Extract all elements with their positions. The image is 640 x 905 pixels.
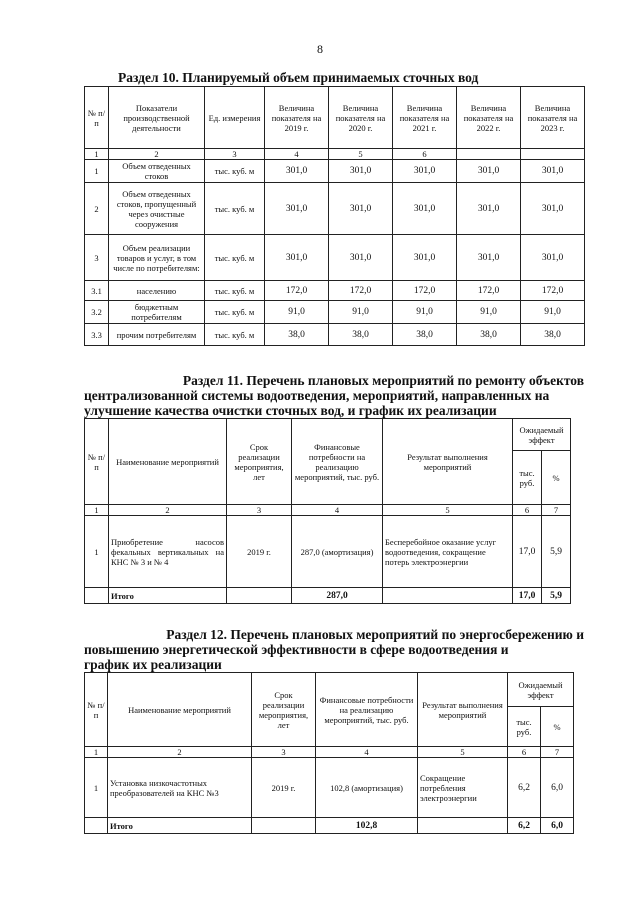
value-cell: 301,0: [521, 235, 585, 281]
section-11-title-line: централизованной системы водоотведения, мероприятий, направленных на: [84, 388, 550, 403]
header-cell: Величина показателя на 2022 г.: [457, 87, 521, 149]
value-cell: 301,0: [457, 183, 521, 235]
index-cell: 6: [513, 505, 542, 516]
total-label: Итого: [108, 818, 252, 834]
value-cell: 172,0: [521, 281, 585, 301]
unit-cell: тыс. куб. м: [205, 160, 265, 183]
header-cell: Срок реализации мероприятия, лет: [227, 419, 292, 505]
index-cell: 2: [109, 505, 227, 516]
table-row: [85, 235, 585, 281]
header-cell: Срок реализации мероприятия, лет: [252, 673, 316, 747]
value-cell: 172,0: [329, 281, 393, 301]
value-cell: 91,0: [457, 301, 521, 324]
index-cell: [521, 149, 585, 160]
index-cell: 4: [265, 149, 329, 160]
table-header-row: [85, 673, 574, 707]
section-12-title-line: повышению энергетической эффективности в сфере водоотведения и: [84, 642, 509, 657]
total-finance: 102,8: [316, 818, 418, 834]
header-cell: Результат выполнения мероприятий: [418, 673, 508, 747]
section-12-title-line: график их реализации: [84, 657, 222, 672]
value-cell: 301,0: [457, 235, 521, 281]
unit-cell: тыс. куб. м: [205, 301, 265, 324]
value-cell: 301,0: [393, 183, 457, 235]
value-cell: 38,0: [521, 324, 585, 346]
index-cell: 2: [109, 149, 205, 160]
header-cell: Наименование мероприятий: [108, 673, 252, 747]
header-cell: тыс. руб.: [513, 451, 542, 505]
value-cell: 38,0: [457, 324, 521, 346]
section-12-table: [84, 672, 574, 834]
value-cell: 301,0: [521, 183, 585, 235]
index-row: [85, 747, 574, 758]
row-number: 1: [85, 516, 109, 588]
section-10-table: [84, 86, 585, 346]
unit-cell: тыс. куб. м: [205, 235, 265, 281]
index-cell: 4: [292, 505, 383, 516]
value-cell: 172,0: [393, 281, 457, 301]
total-effect-pct: 6,0: [541, 818, 574, 834]
value-cell: 301,0: [265, 183, 329, 235]
header-cell: Наименование мероприятий: [109, 419, 227, 505]
value-cell: 301,0: [265, 235, 329, 281]
row-number: 3.3: [85, 324, 109, 346]
row-number: 3.2: [85, 301, 109, 324]
index-cell: 1: [85, 149, 109, 160]
total-row: [85, 588, 571, 604]
value-cell: 301,0: [265, 160, 329, 183]
term-cell: 2019 г.: [252, 758, 316, 818]
section-11-title-line: Раздел 11. Перечень плановых мероприятий по ремонту объектов: [182, 373, 584, 388]
table-row: [85, 281, 585, 301]
index-cell: 6: [393, 149, 457, 160]
value-cell: 38,0: [265, 324, 329, 346]
index-cell: 1: [85, 505, 109, 516]
header-cell: %: [542, 451, 571, 505]
table-row: [85, 160, 585, 183]
index-cell: 5: [383, 505, 513, 516]
value-cell: 91,0: [265, 301, 329, 324]
header-cell: Ед. измерения: [205, 87, 265, 149]
measure-name: Установка низкочастотных преобразователей на КНС №3: [108, 758, 252, 818]
table-row: [85, 301, 585, 324]
header-cell: Финансовые потребности на реализацию мероприятий, тыс. руб.: [316, 673, 418, 747]
row-number: 3.1: [85, 281, 109, 301]
table-row: [85, 183, 585, 235]
section-12-title: [84, 627, 584, 672]
indicator-name: Объем отведенных стоков, пропущенный через очистные сооружения: [109, 183, 205, 235]
index-cell: 4: [316, 747, 418, 758]
row-number: 2: [85, 183, 109, 235]
header-cell: Величина показателя на 2020 г.: [329, 87, 393, 149]
value-cell: 301,0: [457, 160, 521, 183]
value-cell: 301,0: [329, 183, 393, 235]
effect-pct-cell: 5,9: [542, 516, 571, 588]
finance-cell: 102,8 (амортизация): [316, 758, 418, 818]
index-cell: 7: [542, 505, 571, 516]
total-finance: 287,0: [292, 588, 383, 604]
effect-pct-cell: 6,0: [541, 758, 574, 818]
header-cell: Показатели производственной деятельности: [109, 87, 205, 149]
row-number: 1: [85, 160, 109, 183]
section-11-title-line: улучшение качества очистки сточных вод, и график их реализации: [84, 403, 497, 418]
header-cell: № п/п: [85, 419, 109, 505]
index-cell: 2: [108, 747, 252, 758]
indicator-name: бюджетным потребителям: [109, 301, 205, 324]
unit-cell: тыс. куб. м: [205, 183, 265, 235]
value-cell: 301,0: [329, 235, 393, 281]
table-header-row: [85, 419, 571, 451]
header-cell: Финансовые потребности на реализацию мероприятий, тыс. руб.: [292, 419, 383, 505]
value-cell: 301,0: [329, 160, 393, 183]
measure-name: Приобретение насосов фекальных вертикальных на КНС № 3 и № 4: [109, 516, 227, 588]
value-cell: 172,0: [457, 281, 521, 301]
indicator-name: Объем отведенных стоков: [109, 160, 205, 183]
index-row: [85, 149, 585, 160]
index-cell: 3: [252, 747, 316, 758]
table-header-row: [85, 87, 585, 149]
term-cell: 2019 г.: [227, 516, 292, 588]
indicator-name: населению: [109, 281, 205, 301]
finance-cell: 287,0 (амортизация): [292, 516, 383, 588]
header-cell: %: [541, 707, 574, 747]
section-10-title: Раздел 10. Планируемый объем принимаемых сточных вод: [118, 70, 479, 85]
table-row: [85, 758, 574, 818]
unit-cell: тыс. куб. м: [205, 281, 265, 301]
value-cell: 91,0: [393, 301, 457, 324]
header-cell: тыс. руб.: [508, 707, 541, 747]
header-cell: Ожидаемый эффект: [513, 419, 571, 451]
row-number: 1: [85, 758, 108, 818]
value-cell: 38,0: [393, 324, 457, 346]
total-effect-pct: 5,9: [542, 588, 571, 604]
effect-abs-cell: 17,0: [513, 516, 542, 588]
table-row: [85, 516, 571, 588]
unit-cell: тыс. куб. м: [205, 324, 265, 346]
index-cell: 7: [541, 747, 574, 758]
index-row: [85, 505, 571, 516]
header-cell: Ожидаемый эффект: [508, 673, 574, 707]
page-number: 8: [317, 42, 323, 56]
result-cell: Бесперебойное оказание услуг водоотведения, сокращение потерь электроэнергии: [383, 516, 513, 588]
section-11-title: [84, 373, 584, 418]
index-cell: 6: [508, 747, 541, 758]
header-cell: Результат выполнения мероприятий: [383, 419, 513, 505]
value-cell: 301,0: [393, 235, 457, 281]
header-cell: № п/п: [85, 87, 109, 149]
value-cell: 172,0: [265, 281, 329, 301]
value-cell: 38,0: [329, 324, 393, 346]
header-cell: Величина показателя на 2021 г.: [393, 87, 457, 149]
table-row: [85, 324, 585, 346]
section-12-title-line: Раздел 12. Перечень плановых мероприятий по энергосбережению и: [166, 627, 584, 642]
total-row: [85, 818, 574, 834]
indicator-name: Объем реализации товаров и услуг, в том числе по потребителям:: [109, 235, 205, 281]
index-cell: 3: [227, 505, 292, 516]
value-cell: 301,0: [393, 160, 457, 183]
index-cell: 5: [418, 747, 508, 758]
header-cell: Величина показателя на 2019 г.: [265, 87, 329, 149]
index-cell: 3: [205, 149, 265, 160]
total-effect-abs: 6,2: [508, 818, 541, 834]
index-cell: 1: [85, 747, 108, 758]
total-label: Итого: [109, 588, 227, 604]
index-cell: [457, 149, 521, 160]
total-effect-abs: 17,0: [513, 588, 542, 604]
value-cell: 91,0: [329, 301, 393, 324]
row-number: 3: [85, 235, 109, 281]
index-cell: 5: [329, 149, 393, 160]
value-cell: 301,0: [521, 160, 585, 183]
value-cell: 91,0: [521, 301, 585, 324]
effect-abs-cell: 6,2: [508, 758, 541, 818]
header-cell: Величина показателя на 2023 г.: [521, 87, 585, 149]
indicator-name: прочим потребителям: [109, 324, 205, 346]
result-cell: Сокращение потребления электроэнергии: [418, 758, 508, 818]
header-cell: № п/п: [85, 673, 108, 747]
section-11-table: [84, 418, 571, 604]
